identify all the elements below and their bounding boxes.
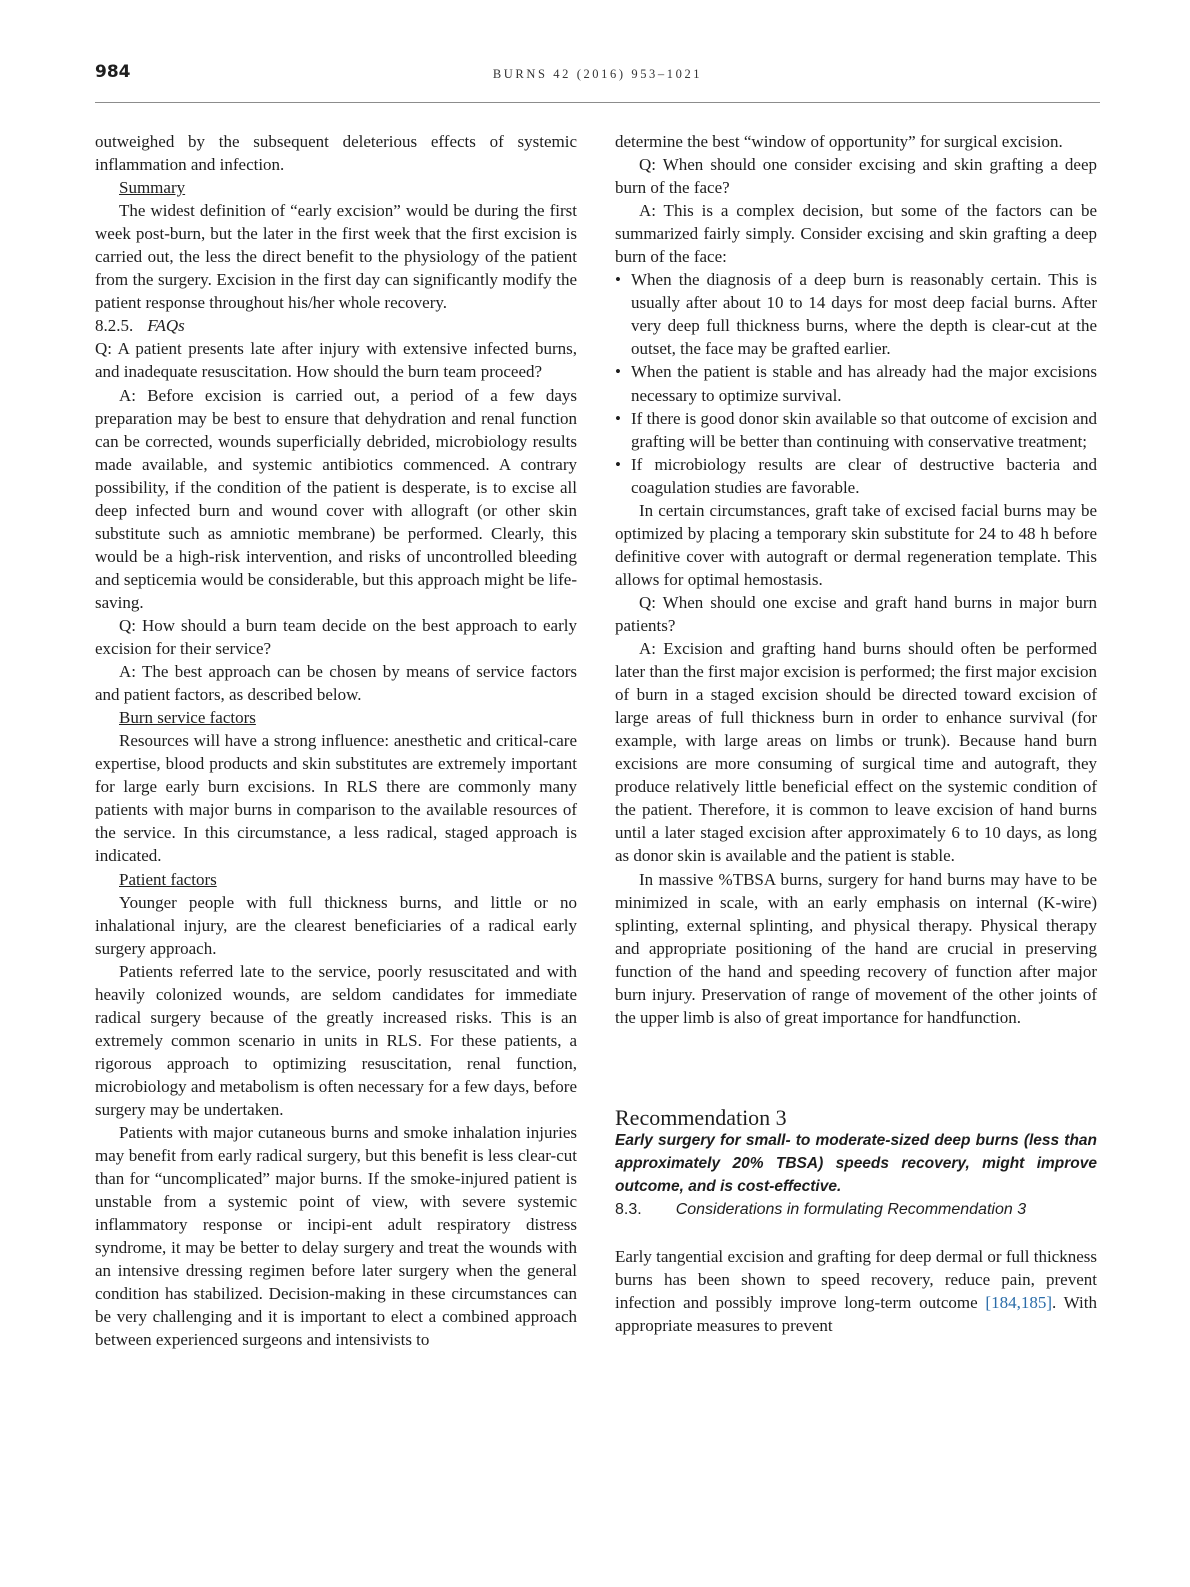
burn-service-heading: Burn service factors [119,708,256,728]
page-number: 984 [95,62,131,82]
summary-heading: Summary [119,178,186,198]
considerations-text-end: . With appropriate measures to prevent [615,1293,1097,1336]
right-column [615,130,1097,1337]
answer-4: A: Excision and grafting hand burns should often be performed later than the first major excision is performed; the first major excision of burn in a staged excision should be directed toward excision of large areas of full thickness burn in order to enhance survival (for example, with large areas on limbs or trunk). Because hand burn excisions are more consuming of surgical time and autograft, they produce relatively little beneficial effect on the systemic condition of the patient. Therefore, it is common to leave excision of hand burns until a later staged excision after approximately 6 to 10 days, as long as donor skin is available and the patient is stable. [615,639,1097,866]
face-graft-criteria-list [615,268,1097,498]
question-3: Q: When should one consider excising and skin grafting a deep burn of the face? [615,155,1097,198]
section-number: 8.3. [615,1201,642,1219]
paragraph-continued-right: determine the best “window of opportunity” for surgical excision. [615,132,1063,151]
section-heading [615,1198,1097,1221]
burn-service-paragraph: Resources will have a strong influence: anesthetic and critical-care expertise, blood products and skin substitutes are extremely important for large early burn excisions. In RLS there are commonly many patients with major burns in comparison to the available resources of the service. In this circumstance, a less radical, staged approach is indicated. [95,731,577,866]
patient-factors-paragraph-1: Younger people with full thickness burns, and little or no inhalational injury, are the clearest beneficiaries of a radical early surgery approach. [95,892,577,958]
patient-factors-paragraph-3: Patients with major cutaneous burns and smoke inhalation injuries may benefit from early radical surgery, but this benefit is less clear-cut than for “uncomplicated” major burns. If the smoke-injured patient is unstable from a systemic point of view, with severe systemic inflammatory response or incipi-ent adult respiratory distress syndrome, it may be better to delay surgery and treat the wounds with an intensive dressing regimen before later surgery when the general condition has stabilized. Decision-making in these circumstances can be very challenging and it is important to elect a combined approach between experienced surgeons and intensivists to [95,1123,577,1350]
question-1: Q: A patient presents late after injury with extensive infected burns, and inadequate resuscitation. How should the burn team proceed? [95,339,577,382]
patient-factors-heading: Patient factors [119,869,217,889]
left-column [95,130,577,1351]
paragraph-continued: outweighed by the subsequent deleterious effects of systemic inflammation and infection. [95,132,577,175]
answer-1: A: Before excision is carried out, a period of a few days preparation may be best to ensure that dehydration and renal function can be corrected, wounds superficially debrided, microbiology results made available, and systemic antibiotics commenced. A contrary possibility, if the condition of the patient is desperate, is to excise all deep infected burn and wound cover with allograft (or other skin substitute such as amniotic membrane) be performed. Clearly, this would be a high-risk intervention, and risks of uncontrolled bleeding and septicemia would be considerable, but this approach might be life-saving. [95,385,577,612]
recommendation-heading: Recommendation 3 [615,1104,787,1130]
page-header [95,58,1100,103]
faq-section-title: FAQs [147,316,185,336]
section-title: Considerations in formulating Recommendation 3 [675,1201,1027,1219]
massive-burns-paragraph: In massive %TBSA burns, surgery for hand burns may have to be minimized in scale, with an early emphasis on internal (K-wire) splinting, external splinting, and physical therapy. Physical therapy and appropriate positioning of the hand are crucial in preserving function of the hand and speeding recovery of function after major burn injury. Preservation of range of movement of the other joints of the upper limb is also of great importance for handfunction. [615,869,1097,1027]
list-item: • When the diagnosis of a deep burn is reasonably certain. This is usually after about 10 to 14 days for most deep facial burns. After very deep full thickness burns, where the depth is clear-cut at the outset, the face may be grafted earlier. [615,268,1097,360]
considerations-paragraph [615,1245,1097,1337]
recommendation-text: Early surgery for small- to moderate-sized deep burns (less than approximately 20% TBSA) speeds recovery, might improve outcome, and is cost-effective. [615,1131,1097,1195]
journal-citation: BURNS 42 (2016) 953–1021 [492,67,703,81]
question-4: Q: When should one excise and graft hand burns in major burn patients? [615,592,1097,635]
citation-link[interactable]: [184,185] [985,1293,1052,1313]
question-2: Q: How should a burn team decide on the best approach to early excision for their service? [95,615,577,659]
answer-2: A: The best approach can be chosen by means of service factors and patient factors, as described below. [95,662,577,705]
faq-section-heading [95,314,577,337]
facial-burn-paragraph: In certain circumstances, graft take of excised facial burns may be optimized by placing a temporary skin substitute for 24 to 48 h before definitive cover with autograft or dermal regeneration template. This allows for optimal hemostasis. [615,500,1097,589]
list-item: • If microbiology results are clear of destructive bacteria and coagulation studies are favorable. [615,453,1097,499]
summary-paragraph: The widest definition of “early excision” would be during the first week post-burn, but the later in the first week that the first excision is carried out, the less the direct benefit to the physiology of the patient from the surgery. Excision in the first day can significantly modify the patient response throughout his/her whole recovery. [95,201,577,313]
list-item: • If there is good donor skin available so that outcome of excision and grafting will be better than continuing with conservative treatment; [615,407,1097,453]
faq-section-number: 8.2.5. [95,316,134,336]
list-item: • When the patient is stable and has already had the major excisions necessary to optimize survival. [615,360,1097,406]
patient-factors-paragraph-2: Patients referred late to the service, poorly resuscitated and with heavily colonized wounds, are seldom candidates for immediate radical surgery because of the greatly increased risks. This is an extremely common scenario in units in RLS. For these patients, a rigorous approach to optimizing resuscitation, renal function, microbiology and metabolism is often necessary for a few days, before surgery may be undertaken. [95,961,577,1119]
answer-3: A: This is a complex decision, but some of the factors can be summarized fairly simply. Consider excising and skin grafting a deep burn of the face: [615,201,1097,267]
considerations-text-start: Early tangential excision and grafting for deep dermal or full thickness burns has been shown to speed recovery, reduce pain, prevent infection and possibly improve long-term outcome [615,1247,1097,1313]
